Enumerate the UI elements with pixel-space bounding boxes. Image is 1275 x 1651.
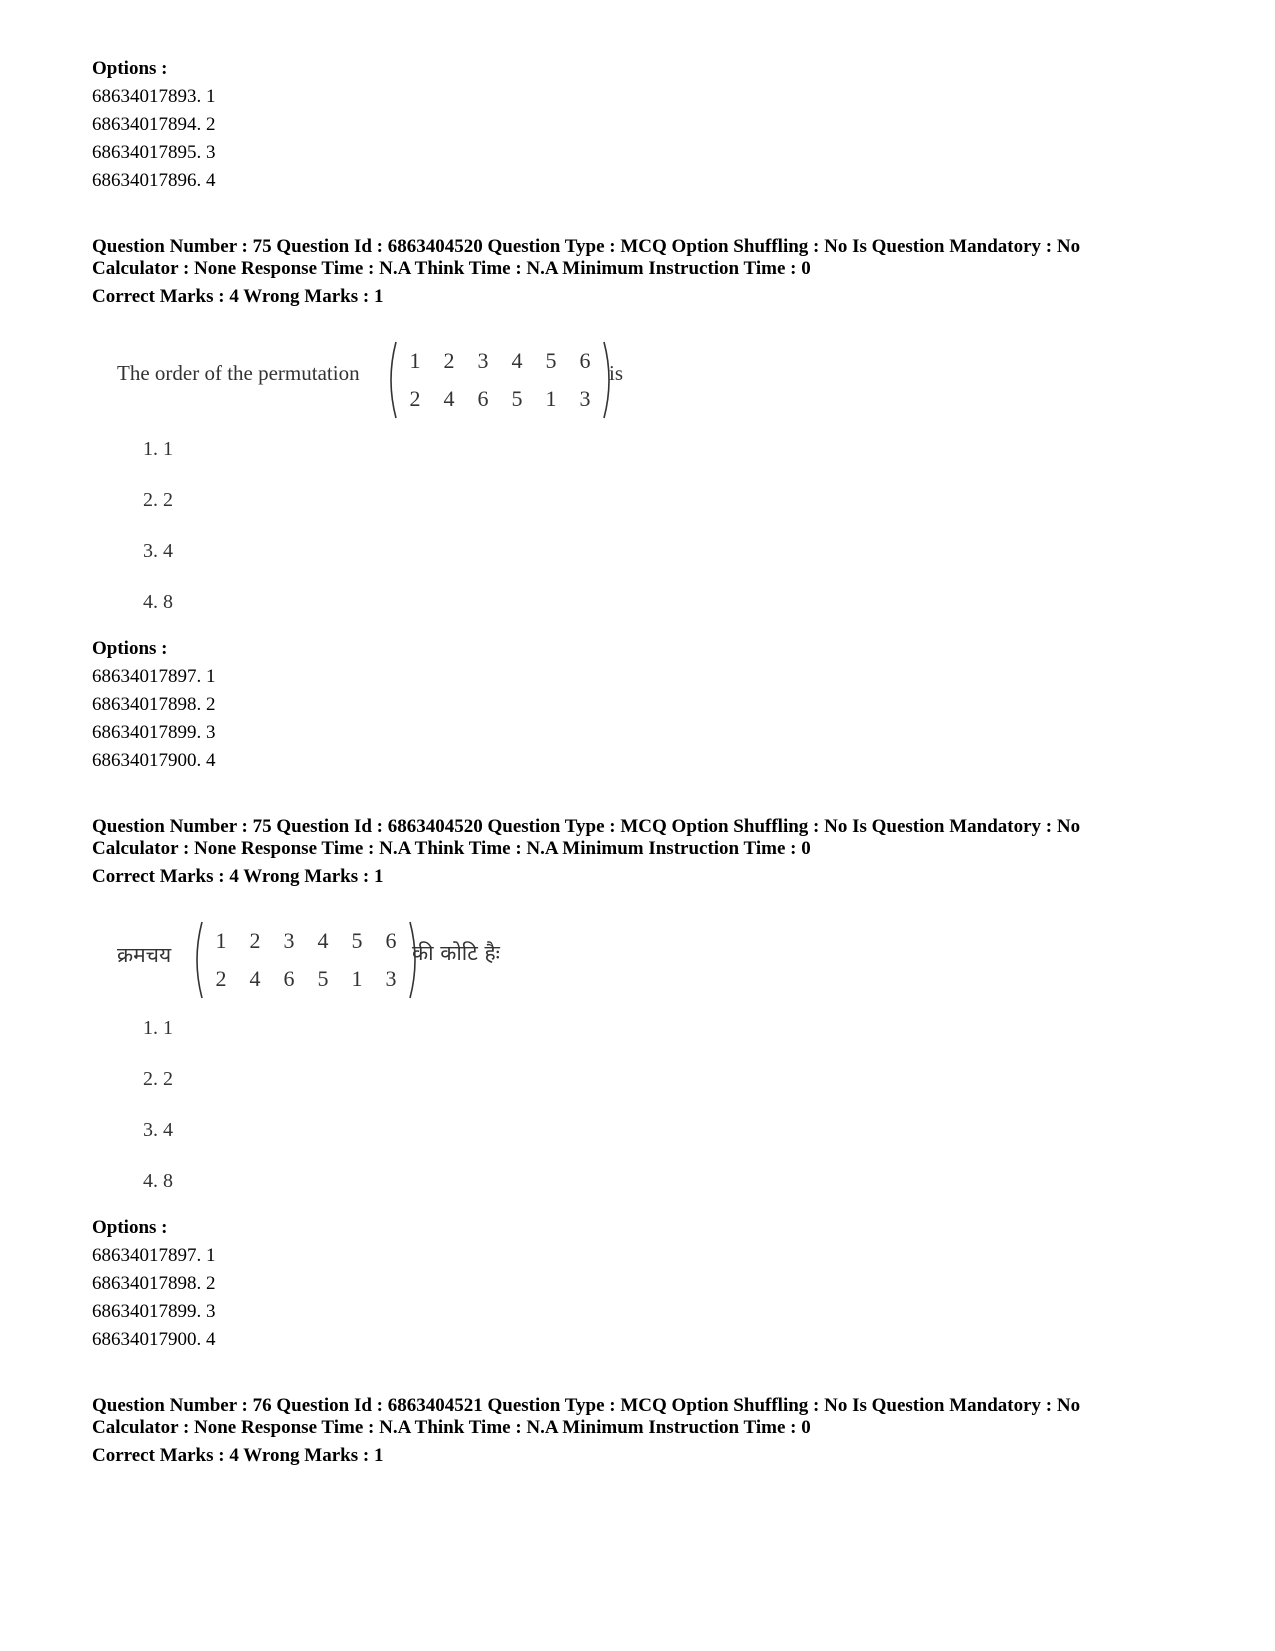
matrix-grid: [204, 922, 408, 998]
question-header: Question Number : 76 Question Id : 6863404521 Question Type : MCQ Option Shuffling : No Is Question Mandatory : No: [92, 1395, 1081, 1416]
answer-choice: 4. 8: [143, 591, 173, 613]
matrix-cell: 4: [443, 386, 455, 411]
answer-choice: 2. 2: [143, 489, 173, 511]
matrix-cell: 3: [477, 348, 489, 373]
question-text-suffix: is: [609, 361, 624, 385]
answer-choice: 1. 1: [143, 438, 173, 460]
option-item: 68634017895. 3: [92, 142, 216, 163]
left-paren-icon: [190, 920, 204, 1000]
option-item: 68634017899. 3: [92, 1301, 216, 1322]
option-item: 68634017896. 4: [92, 170, 216, 191]
matrix-cell: 2: [409, 386, 421, 411]
question-marks: Correct Marks : 4 Wrong Marks : 1: [92, 1445, 384, 1466]
question-text-suffix: की कोटि हैः: [412, 941, 500, 965]
answer-choice: 3. 4: [143, 540, 173, 562]
matrix-cell: 4: [511, 348, 523, 373]
question-header-meta: Calculator : None Response Time : N.A Think Time : N.A Minimum Instruction Time : 0: [92, 1417, 811, 1438]
matrix-cell: 1: [545, 386, 557, 411]
matrix-cell: 6: [579, 348, 591, 373]
options-label: Options :: [92, 638, 168, 659]
matrix-cell: 6: [385, 928, 397, 953]
permutation-matrix: [190, 920, 422, 1000]
question-header-meta: Calculator : None Response Time : N.A Think Time : N.A Minimum Instruction Time : 0: [92, 258, 811, 279]
matrix-cell: 2: [215, 966, 227, 991]
matrix-cell: 4: [317, 928, 329, 953]
matrix-cell: 1: [409, 348, 421, 373]
matrix-grid: [398, 342, 602, 418]
question-header-meta: Calculator : None Response Time : N.A Think Time : N.A Minimum Instruction Time : 0: [92, 838, 811, 859]
matrix-cell: 2: [443, 348, 455, 373]
matrix-cell: 2: [249, 928, 261, 953]
question-text: The order of the permutation: [117, 361, 360, 385]
option-item: 68634017900. 4: [92, 1329, 216, 1350]
question-marks: Correct Marks : 4 Wrong Marks : 1: [92, 866, 384, 887]
option-item: 68634017899. 3: [92, 722, 216, 743]
answer-choice: 3. 4: [143, 1119, 173, 1141]
question-marks: Correct Marks : 4 Wrong Marks : 1: [92, 286, 384, 307]
options-label: Options :: [92, 58, 168, 79]
matrix-cell: 1: [215, 928, 227, 953]
matrix-cell: 3: [283, 928, 295, 953]
matrix-cell: 5: [511, 386, 523, 411]
matrix-cell: 5: [545, 348, 557, 373]
matrix-cell: 5: [317, 966, 329, 991]
question-header: Question Number : 75 Question Id : 6863404520 Question Type : MCQ Option Shuffling : No Is Question Mandatory : No: [92, 236, 1081, 257]
option-item: 68634017900. 4: [92, 750, 216, 771]
answer-choice: 1. 1: [143, 1017, 173, 1039]
option-item: 68634017897. 1: [92, 666, 216, 687]
option-item: 68634017898. 2: [92, 694, 216, 715]
matrix-cell: 1: [351, 966, 363, 991]
permutation-matrix: [384, 340, 616, 420]
option-item: 68634017894. 2: [92, 114, 216, 135]
option-item: 68634017893. 1: [92, 86, 216, 107]
matrix-cell: 3: [385, 966, 397, 991]
left-paren-icon: [384, 340, 398, 420]
question-header: Question Number : 75 Question Id : 6863404520 Question Type : MCQ Option Shuffling : No Is Question Mandatory : No: [92, 816, 1081, 837]
answer-choice: 4. 8: [143, 1170, 173, 1192]
matrix-cell: 6: [283, 966, 295, 991]
answer-choice: 2. 2: [143, 1068, 173, 1090]
matrix-cell: 5: [351, 928, 363, 953]
matrix-cell: 4: [249, 966, 261, 991]
option-item: 68634017897. 1: [92, 1245, 216, 1266]
option-item: 68634017898. 2: [92, 1273, 216, 1294]
options-label: Options :: [92, 1217, 168, 1238]
matrix-cell: 3: [579, 386, 591, 411]
matrix-cell: 6: [477, 386, 489, 411]
question-text: क्रमचय: [117, 943, 172, 967]
